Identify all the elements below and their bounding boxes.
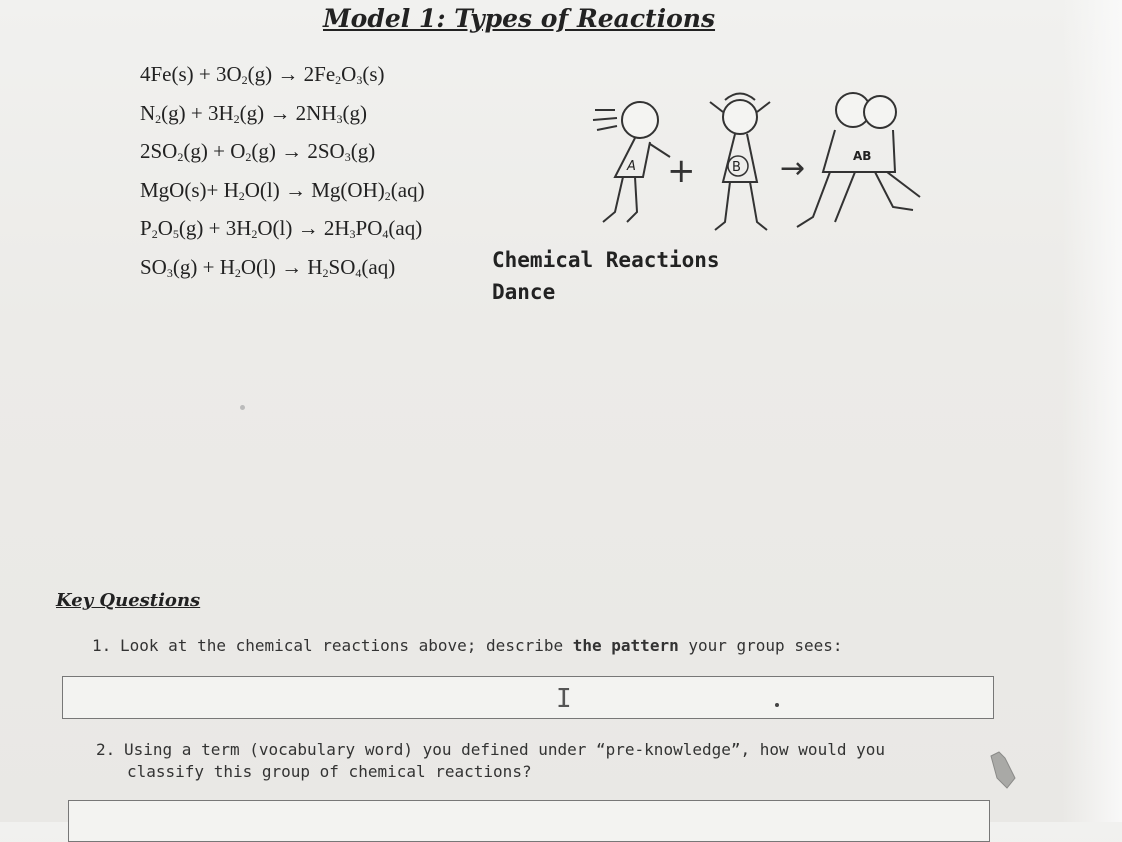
caption-line-2: Dance [492,280,556,304]
equation-list [140,55,425,286]
equation-4: $MgO(s)+ H_2O(l) \to Mg(OH)_2(aq)$ [140,177,425,203]
answer-box-2[interactable] [68,800,990,842]
question-1-text-a: Look at the chemical reactions above; describe [120,636,573,655]
plus-sign: + [667,151,696,191]
page-edge-shadow [1062,0,1122,822]
question-1-text-b: your group sees: [678,636,843,655]
model-title: Model 1: Types of Reactions [323,4,716,33]
question-1-text-bold: the pattern [572,636,679,655]
question-1 [92,635,842,657]
label-a: A [627,159,636,174]
question-1-number: 1. [92,636,112,655]
label-b: B [732,160,741,175]
question-2 [96,739,916,783]
text-cursor-icon: I [556,684,572,714]
label-ab: AB [853,149,872,163]
equation-2: $N_2(g) + 3H_2(g) \to 2NH_3(g)$ [140,100,367,126]
reaction-arrow: → [780,151,806,186]
question-2-line-2: classify this group of chemical reactions? [127,762,532,781]
answer-box-1[interactable] [62,676,994,719]
equation-6: $SO_3(g) + H_2O(l) \to H_2SO_4(aq)$ [140,254,396,280]
question-2-line-1: Using a term (vocabulary word) you defined under “pre-knowledge”, how would you [124,740,885,759]
caption-line-1: Chemical Reactions [492,248,720,272]
key-questions-heading: Key Questions [56,590,201,611]
equation-5: $P_2O_5(g) + 3H_2O(l) \to 2H_3PO_4(aq)$ [140,216,423,241]
smudge-mark [240,405,245,410]
question-2-number: 2. [96,740,116,759]
stray-dot [775,703,779,707]
dance-illustration [575,82,935,247]
hand-pointer-icon [985,748,1021,792]
equation-1: $4Fe(s) + 3O_2(g) \to 2Fe_2O_3(s)$ [140,62,385,87]
illustration-caption [492,244,720,308]
equation-3: $2SO_2(g) + O_2(g) \to 2SO_3(g)$ [140,139,376,164]
